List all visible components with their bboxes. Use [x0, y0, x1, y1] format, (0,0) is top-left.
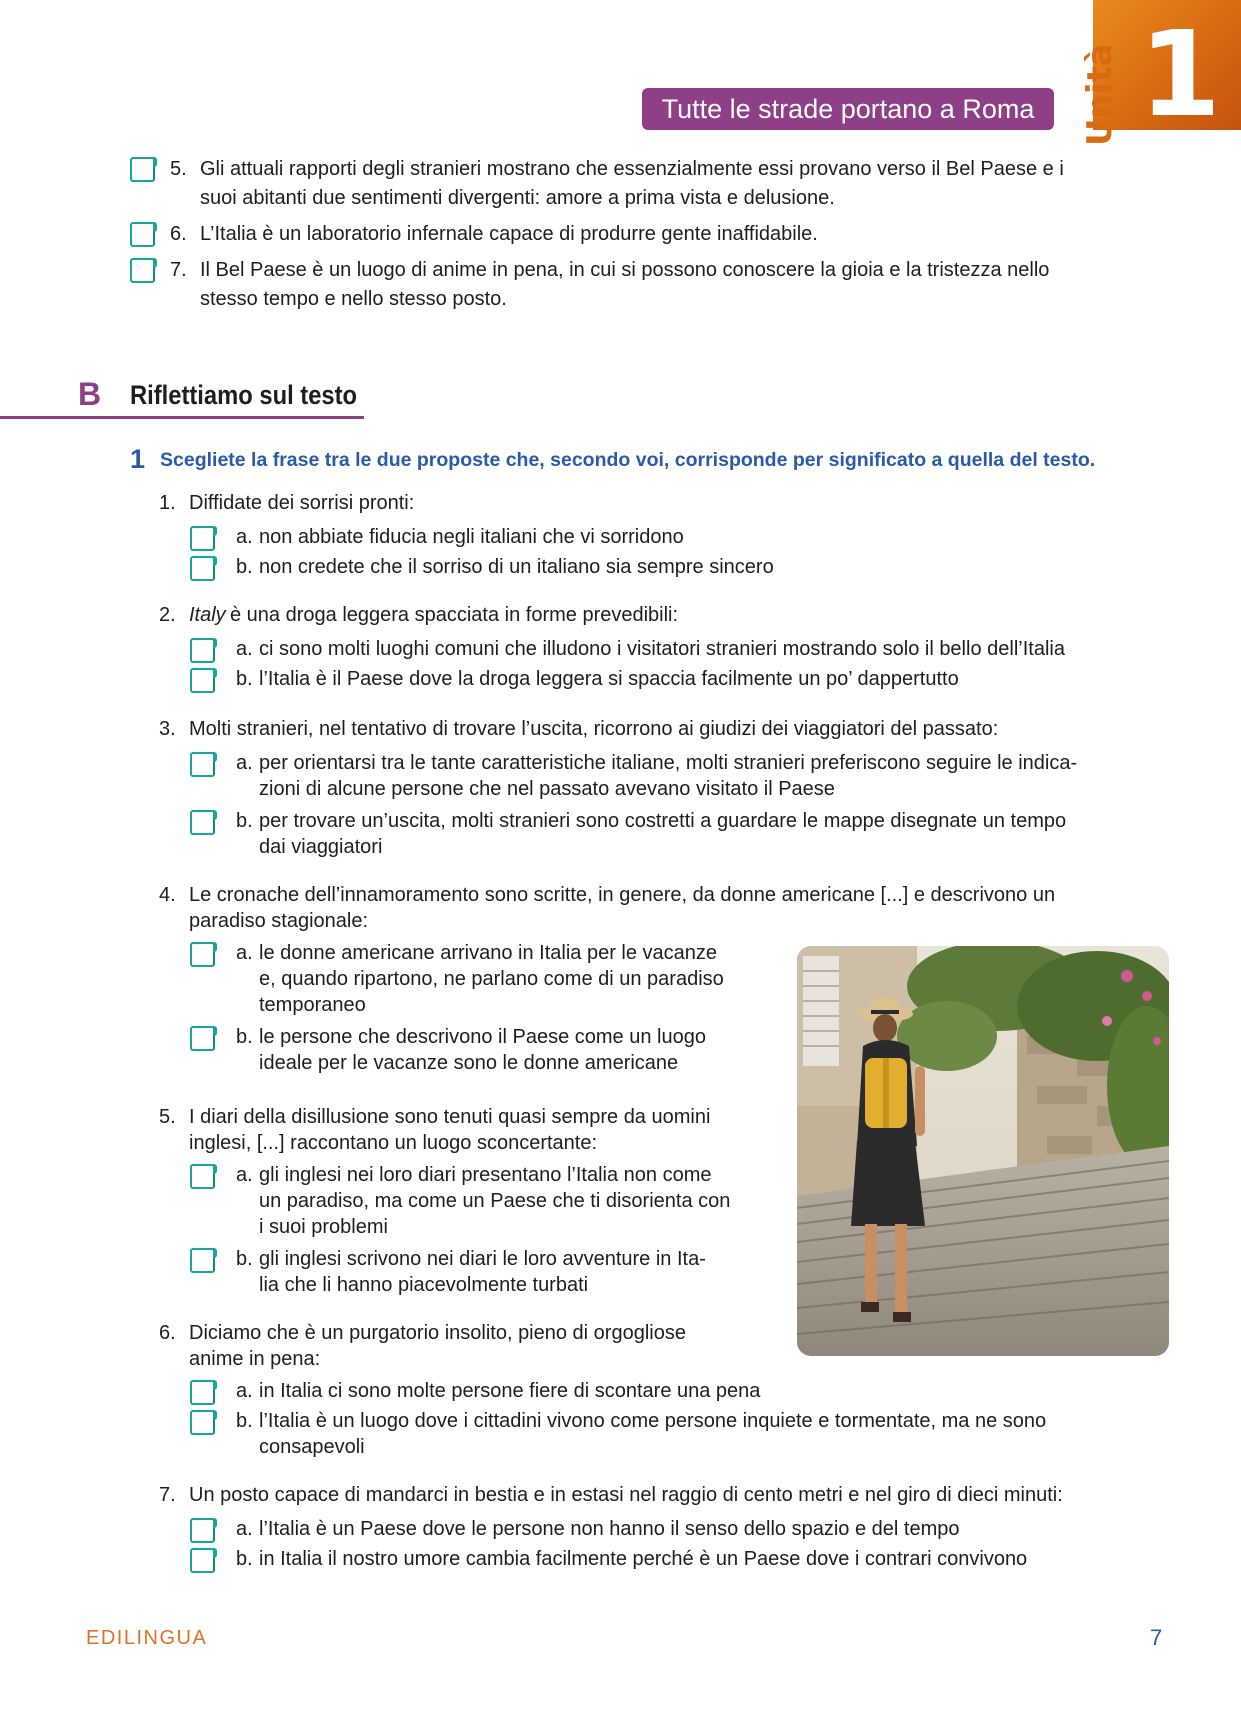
item-number: 7.: [170, 259, 187, 281]
question-text-line: Un posto capace di mandarci in bestia e in estasi nel raggio di cento metri e nel giro di dieci minuti:: [189, 1484, 1063, 1506]
option-text-line: non abbiate fiducia negli italiani che vi sorridono: [259, 526, 684, 548]
option-label: b.: [236, 1026, 253, 1048]
unit-number: 1: [1138, 5, 1222, 143]
option-checkbox[interactable]: [190, 942, 215, 967]
item-text-line: suoi abitanti due sentimenti divergenti: amore a prima vista e delusione.: [200, 187, 835, 209]
option-checkbox[interactable]: [190, 526, 215, 551]
option-text-line: gli inglesi scrivono nei diari le loro avventure in Ita-: [259, 1248, 706, 1270]
option-text-line: non credete che il sorriso di un italiano sia sempre sincero: [259, 556, 774, 578]
option-checkbox[interactable]: [190, 1380, 215, 1405]
option-checkbox[interactable]: [190, 638, 215, 663]
option-label: b.: [236, 556, 253, 578]
option-text-line: dai viaggiatori: [259, 836, 383, 858]
option-text-line: lia che li hanno piacevolmente turbati: [259, 1274, 589, 1296]
answer-checkbox[interactable]: [130, 157, 155, 182]
publisher-logo: EDILINGUA: [86, 1627, 208, 1649]
option-checkbox[interactable]: [190, 668, 215, 693]
question-text-line: anime in pena:: [189, 1348, 321, 1370]
option-text-line: gli inglesi nei loro diari presentano l’Italia non come: [259, 1164, 712, 1186]
option-text-line: temporaneo: [259, 994, 366, 1016]
answer-checkbox[interactable]: [130, 222, 155, 247]
question-text-line: paradiso stagionale:: [189, 910, 369, 932]
question-italic-word: Italy: [189, 604, 226, 626]
question-text-line: Molti stranieri, nel tentativo di trovare l’uscita, ricorrono ai giudizi dei viaggiatori del passato:: [189, 718, 999, 740]
option-text-line: in Italia il nostro umore cambia facilmente perché è un Paese dove i contrari convivono: [259, 1548, 1028, 1570]
item-number: 5.: [170, 158, 187, 180]
option-checkbox[interactable]: [190, 1548, 215, 1573]
option-label: a.: [236, 1518, 253, 1540]
option-text-line: l’Italia è un luogo dove i cittadini vivono come persone inquiete e tormentate, ma ne sono: [259, 1410, 1047, 1432]
question-number: 7.: [159, 1484, 176, 1506]
option-text-line: consapevoli: [259, 1436, 365, 1458]
question-text-line: è una droga leggera spacciata in forme prevedibili:: [230, 604, 679, 626]
option-text-line: in Italia ci sono molte persone fiere di scontare una pena: [259, 1380, 761, 1402]
item-text-line: Il Bel Paese è un luogo di anime in pena, in cui si possono conoscere la gioia e la tristezza nello: [200, 259, 1050, 281]
section-divider: [0, 416, 364, 419]
unit-title: Tutte le strade portano a Roma: [642, 88, 1054, 130]
item-number: 6.: [170, 223, 187, 245]
tourist-photo: [797, 946, 1169, 1356]
question-number: 6.: [159, 1322, 176, 1344]
option-checkbox[interactable]: [190, 1518, 215, 1543]
option-text-line: per orientarsi tra le tante caratteristiche italiane, molti stranieri preferiscono seguire le indica-: [259, 752, 1078, 774]
option-text-line: l’Italia è un Paese dove le persone non hanno il senso dello spazio e del tempo: [259, 1518, 960, 1540]
option-text-line: un paradiso, ma come un Paese che ti disorienta con: [259, 1190, 731, 1212]
option-text-line: per trovare un’uscita, molti stranieri sono costretti a guardare le mappe disegnate un tempo: [259, 810, 1067, 832]
option-label: b.: [236, 810, 253, 832]
option-label: a.: [236, 942, 253, 964]
page-number: 7: [1150, 1625, 1163, 1650]
option-text-line: ideale per le vacanze sono le donne americane: [259, 1052, 679, 1074]
section-title: Riflettiamo sul testo: [130, 380, 358, 410]
question-text-line: I diari della disillusione sono tenuti quasi sempre da uomini: [189, 1106, 711, 1128]
question-text-line: inglesi, [...] raccontano un luogo sconcertante:: [189, 1132, 598, 1154]
question-number: 5.: [159, 1106, 176, 1128]
option-checkbox[interactable]: [190, 1026, 215, 1051]
option-text-line: l’Italia è il Paese dove la droga leggera si spaccia facilmente un po’ dappertutto: [259, 668, 959, 690]
option-label: b.: [236, 1248, 253, 1270]
option-text-line: e, quando ripartono, ne parlano come di un paradiso: [259, 968, 724, 990]
option-checkbox[interactable]: [190, 556, 215, 581]
option-label: a.: [236, 1164, 253, 1186]
option-checkbox[interactable]: [190, 1410, 215, 1435]
unit-label: Unità: [1080, 43, 1120, 146]
question-text-line: Diffidate dei sorrisi pronti:: [189, 492, 415, 514]
answer-checkbox[interactable]: [130, 258, 155, 283]
option-checkbox[interactable]: [190, 1164, 215, 1189]
option-text-line: i suoi problemi: [259, 1216, 388, 1238]
option-text-line: zioni di alcune persone che nel passato avevano visitato il Paese: [259, 778, 835, 800]
option-checkbox[interactable]: [190, 810, 215, 835]
option-checkbox[interactable]: [190, 1248, 215, 1273]
question-number: 2.: [159, 604, 176, 626]
item-text-line: L’Italia è un laboratorio infernale capace di produrre gente inaffidabile.: [200, 223, 818, 245]
item-text-line: stesso tempo e nello stesso posto.: [200, 288, 507, 310]
option-label: b.: [236, 1410, 253, 1432]
question-text-line: Diciamo che è un purgatorio insolito, pieno di orgogliose: [189, 1322, 686, 1344]
option-label: a.: [236, 752, 253, 774]
exercise-number: 1: [130, 444, 146, 474]
option-label: b.: [236, 668, 253, 690]
option-label: a.: [236, 638, 253, 660]
option-checkbox[interactable]: [190, 752, 215, 777]
option-text-line: le donne americane arrivano in Italia per le vacanze: [259, 942, 718, 964]
question-number: 4.: [159, 884, 176, 906]
exercise-instruction: Scegliete la frase tra le due proposte che, secondo voi, corrisponde per significato a quella del testo.: [160, 449, 1096, 471]
question-number: 3.: [159, 718, 176, 740]
question-text-line: Le cronache dell’innamoramento sono scritte, in genere, da donne americane [...] e descrivono un: [189, 884, 1056, 906]
option-label: a.: [236, 1380, 253, 1402]
question-number: 1.: [159, 492, 176, 514]
option-label: a.: [236, 526, 253, 548]
option-text-line: le persone che descrivono il Paese come un luogo: [259, 1026, 706, 1048]
option-label: b.: [236, 1548, 253, 1570]
option-text-line: ci sono molti luoghi comuni che illudono i visitatori stranieri mostrando solo il bello dell’Italia: [259, 638, 1065, 660]
item-text-line: Gli attuali rapporti degli stranieri mostrano che essenzialmente essi provano verso il Bel Paese e i: [200, 158, 1064, 180]
section-letter: B: [78, 376, 102, 412]
